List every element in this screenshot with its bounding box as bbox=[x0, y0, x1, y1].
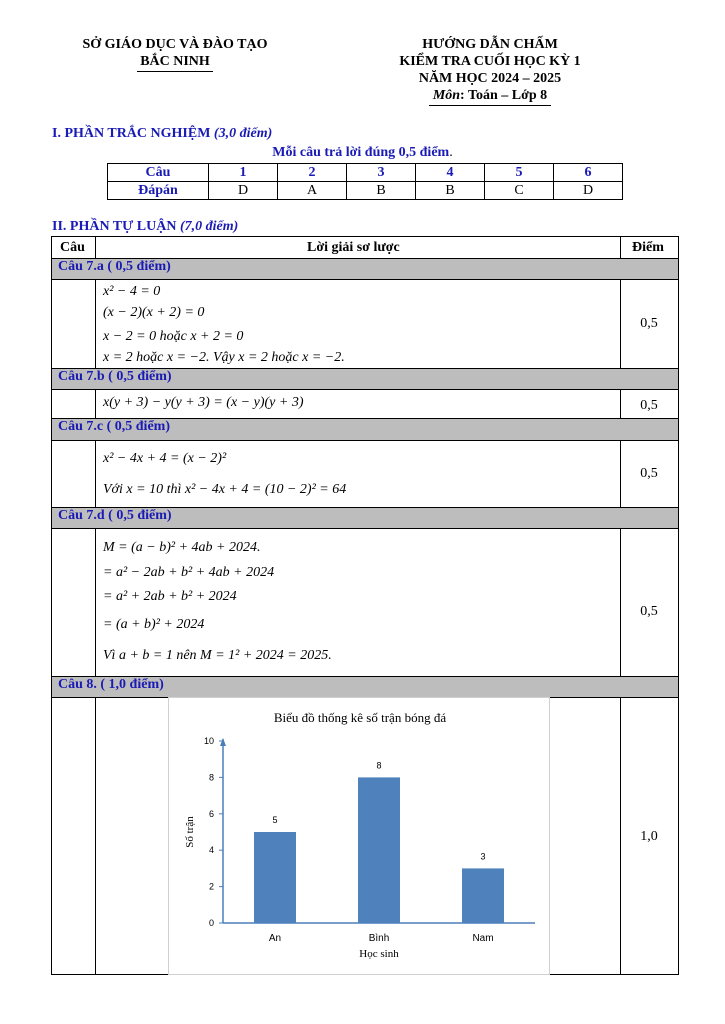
q7a-line: x² − 4 = 0 bbox=[103, 284, 161, 299]
answer-value: B bbox=[416, 182, 485, 200]
question-number: 4 bbox=[416, 164, 485, 182]
bar bbox=[358, 777, 400, 923]
section-bar-q7b: Câu 7.b ( 0,5 điểm) bbox=[52, 368, 678, 390]
q7d-score: 0,5 bbox=[640, 604, 658, 619]
subject-line bbox=[429, 87, 551, 106]
part2-title: II. PHẦN TỰ LUẬN bbox=[52, 219, 180, 234]
section-bar-q7c: Câu 7.c ( 0,5 điểm) bbox=[52, 418, 678, 441]
department-name: SỞ GIÁO DỤC VÀ ĐÀO TẠO bbox=[82, 37, 268, 52]
bar-chart-svg bbox=[169, 698, 551, 976]
question-number: 1 bbox=[209, 164, 278, 182]
answer-value: A bbox=[278, 182, 347, 200]
answer-value: B bbox=[347, 182, 416, 200]
answer-table-question-row bbox=[108, 164, 623, 182]
chart-title: Biểu đồ thống kê số trận bóng đá bbox=[273, 710, 447, 725]
column-divider bbox=[95, 698, 96, 974]
q8-score: 1,0 bbox=[640, 829, 658, 844]
q7c-score: 0,5 bbox=[640, 466, 658, 481]
header-right bbox=[360, 36, 620, 106]
q7a-line: x = 2 hoặc x = −2. Vậy x = 2 hoặc x = −2. bbox=[103, 350, 345, 365]
y-tick-label: 10 bbox=[203, 736, 214, 746]
y-tick-label: 6 bbox=[208, 808, 214, 819]
column-divider bbox=[620, 237, 621, 259]
x-axis-label: Học sinh bbox=[359, 948, 399, 960]
header-left bbox=[50, 36, 300, 72]
part2-points: (7,0 điểm) bbox=[179, 219, 239, 234]
q7a-line: (x − 2)(x + 2) = 0 bbox=[103, 305, 205, 320]
column-divider bbox=[95, 529, 96, 676]
section-bar-q7a: Câu 7.a ( 0,5 điểm) bbox=[52, 258, 678, 280]
subject-label: Môn bbox=[432, 88, 461, 103]
subject-value: : Toán – Lớp 8 bbox=[460, 88, 548, 103]
bar-value-label: 8 bbox=[376, 760, 382, 771]
section-bar-q7d: Câu 7.d ( 0,5 điểm) bbox=[52, 507, 678, 529]
answer-value: D bbox=[209, 182, 278, 200]
part1-title: I. PHẦN TRẮC NGHIỆM bbox=[52, 126, 214, 141]
part2-heading bbox=[52, 219, 238, 235]
column-divider bbox=[95, 441, 96, 507]
question-number: 6 bbox=[554, 164, 623, 182]
column-divider bbox=[620, 529, 621, 676]
part1-note bbox=[0, 145, 725, 161]
solution-table-header bbox=[52, 237, 678, 259]
y-axis-label: Số trận bbox=[184, 816, 196, 848]
y-tick-label: 2 bbox=[208, 881, 214, 892]
question-number: 3 bbox=[347, 164, 416, 182]
answer-table-answer-row bbox=[108, 182, 623, 200]
y-tick-label: 0 bbox=[208, 918, 214, 928]
q7a-line: x − 2 = 0 hoặc x + 2 = 0 bbox=[103, 329, 244, 344]
y-tick-label: 4 bbox=[208, 845, 214, 856]
column-divider bbox=[95, 390, 96, 418]
column-divider bbox=[95, 280, 96, 368]
x-tick-label: Bình bbox=[368, 933, 390, 944]
x-tick-label: An bbox=[268, 933, 282, 944]
col-header-score: Điểm bbox=[632, 240, 664, 255]
exam-name: KIỂM TRA CUỐI HỌC KỲ 1 bbox=[399, 54, 581, 69]
column-divider bbox=[95, 237, 96, 259]
answer-table bbox=[107, 163, 623, 200]
q7c-line: Với x = 10 thì x² − 4x + 4 = (10 − 2)² = 64 bbox=[103, 482, 347, 497]
x-tick-label: Nam bbox=[472, 933, 494, 944]
col-header-cau: Câu bbox=[60, 240, 85, 255]
answer-value: C bbox=[485, 182, 554, 200]
school-year: NĂM HỌC 2024 – 2025 bbox=[418, 71, 562, 86]
bar bbox=[254, 832, 296, 923]
bar-value-label: 5 bbox=[272, 815, 278, 825]
q7d-line: = (a + b)² + 2024 bbox=[103, 617, 205, 632]
part1-heading bbox=[52, 126, 272, 142]
answer-value: D bbox=[554, 182, 623, 200]
y-tick-label: 8 bbox=[208, 772, 214, 783]
question-number: 5 bbox=[485, 164, 554, 182]
q7d-line: M = (a − b)² + 4ab + 2024. bbox=[103, 540, 261, 555]
province-name: BẮC NINH bbox=[137, 53, 213, 72]
bar bbox=[462, 868, 504, 923]
q7c-line: x² − 4x + 4 = (x − 2)² bbox=[103, 451, 227, 466]
q7b-score: 0,5 bbox=[640, 398, 658, 413]
q7d-line: = a² − 2ab + b² + 4ab + 2024 bbox=[103, 565, 275, 580]
q7b-line: x(y + 3) − y(y + 3) = (x − y)(y + 3) bbox=[103, 395, 304, 410]
question-row-label: Câu bbox=[108, 164, 209, 182]
q7d-line: Vì a + b = 1 nên M = 1² + 2024 = 2025. bbox=[103, 648, 332, 663]
part1-points: (3,0 điểm) bbox=[213, 126, 273, 141]
section-bar-q8: Câu 8. ( 1,0 điểm) bbox=[52, 676, 678, 698]
question-number: 2 bbox=[278, 164, 347, 182]
bar-value-label: 3 bbox=[480, 851, 486, 862]
y-axis-arrow-icon bbox=[220, 738, 226, 746]
q7a-score: 0,5 bbox=[640, 316, 658, 331]
document-title: HƯỚNG DẪN CHẤM bbox=[422, 37, 558, 52]
part1-note-text: Mỗi câu trả lời đúng 0,5 điểm bbox=[272, 145, 450, 160]
part1-note-dot: . bbox=[449, 145, 453, 160]
col-header-solution: Lời giải sơ lược bbox=[307, 240, 400, 255]
bar-chart bbox=[168, 697, 550, 975]
answer-row-label: Đápán bbox=[108, 182, 209, 200]
solution-table bbox=[51, 236, 679, 975]
q7d-line: = a² + 2ab + b² + 2024 bbox=[103, 589, 237, 604]
